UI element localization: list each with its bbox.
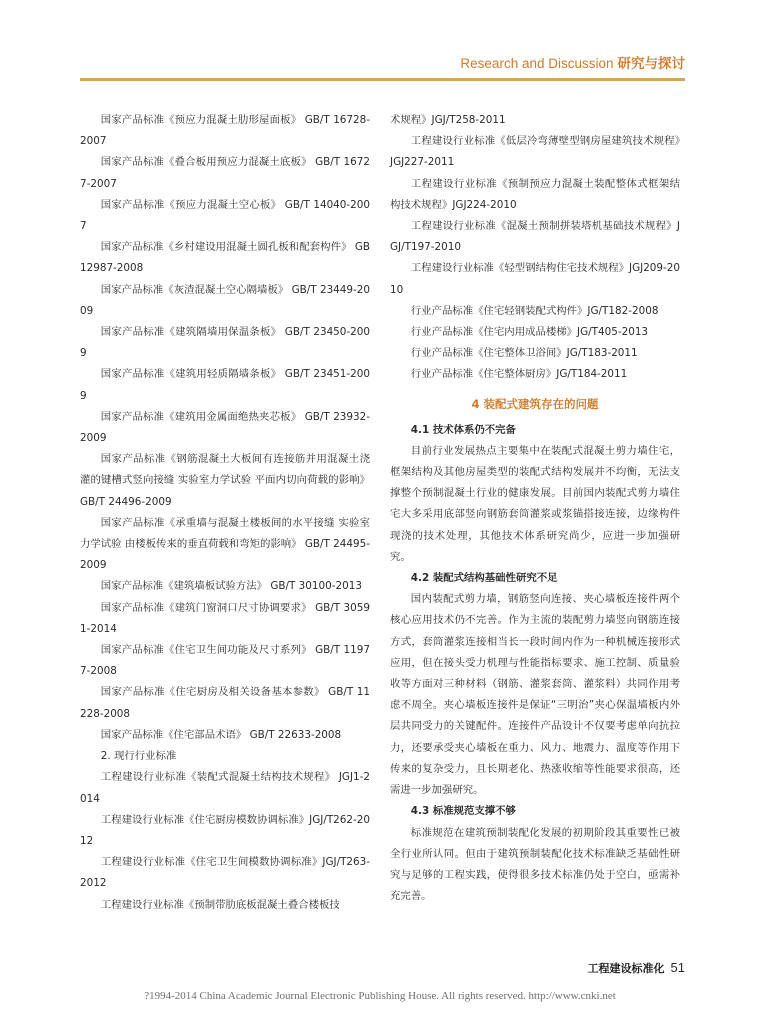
standard-entry: 国家产品标准《预应力混凝土空心板》 GB/T 14040-2007 [80,198,370,233]
subsection-heading: 4.3 标准规范支撑不够 [410,805,516,818]
standard-entry: 国家产品标准《建筑用金属面绝热夹芯板》 GB/T 23932-2009 [80,410,370,445]
page-footer [560,960,685,980]
right-column [390,110,680,907]
standard-entry: 行业产品标准《住宅整体卫浴间》JG/T183-2011 [410,347,638,360]
standard-entry: 工程建设行业标准《轻型钢结构住宅技术规程》JGJ209-2010 [390,262,680,296]
standard-entry: 国家产品标准《灰渣混凝土空心隔墙板》 GB/T 23449-2009 [80,283,370,317]
body-paragraph: 目前行业发展热点主要集中在装配式混凝土剪力墙住宅，框架结构及其他房屋类型的装配式结构发展并不均衡，无法支撑整个预制混凝土行业的健康发展。目前国内装配式剪力墙住宅大多采用底部竖向钢筋套筒灌浆或浆锚搭接连接，边缘构件现浇的技术处理，其他技术体系研究尚少，应进一步加强研究。 [390,444,680,563]
standard-entry: 国家产品标准《住宅厨房及相关设备基本参数》 GB/T 11228-2008 [80,686,370,720]
header-english: Research and Discussion [460,56,614,71]
standard-entry: 工程建设行业标准《预制带肋底板混凝土叠合楼板技 [100,898,340,911]
standard-entry: 国家产品标准《叠合板用预应力混凝土底板》 GB/T 16727-2007 [80,156,370,190]
standard-entry: 工程建设行业标准《住宅厨房模数协调标准》JGJ/T262-2012 [80,813,370,847]
section-heading: 4 装配式建筑存在的问题 [471,396,599,411]
header-chinese: 研究与探讨 [617,56,685,72]
standard-entry: 行业产品标准《住宅轻钢装配式构件》JG/T182-2008 [410,304,659,317]
standard-entry: 国家产品标准《建筑墙板试验方法》 GB/T 30100-2013 [100,580,362,593]
body-paragraph: 国内装配式剪力墙，钢筋竖向连接、夹心墙板连接件两个核心应用技术仍不完善。作为主流的装配剪力墙竖向钢筋连接方式，套筒灌浆连接相当长一段时间内作为一种机械连接形式应用，但在接头受力机理与性能指标要求、施工控制、质量验收等方面对三种材料（钢筋、灌浆套筒、灌浆料）共同作用考虑不周全。夹心墙板连接件是保证“三明治”夹心保温墙板内外层共同受力的关键配件。连接件产品设计不仅要考虑单向抗拉力，还要承受夹心墙板在重力、风力、地震力、温度等作用下传来的复杂受力，且长期老化、热涨收缩等性能要求很高，还需进一步加强研究。 [390,593,680,797]
standard-entry: 国家产品标准《建筑隔墙用保温条板》 GB/T 23450-2009 [80,326,370,360]
standard-entry: 工程建设行业标准《低层冷弯薄壁型钢房屋建筑技术规程》JGJ227-2011 [390,135,680,169]
body-paragraph: 标准规范在建筑预制装配化发展的初期阶段其重要性已被全行业所认同。但由于建筑预制装配化技术标准缺乏基础性研究与足够的工程实践，使得很多技术标准仍处于空白，亟需补充完善。 [390,826,680,903]
standard-entry: 行业产品标准《住宅内用成品楼梯》JG/T405-2013 [410,326,649,339]
standard-entry: 国家产品标准《建筑用轻质隔墙条板》 GB/T 23451-2009 [80,368,370,402]
standard-entry: 国家产品标准《住宅卫生间功能及尺寸系列》 GB/T 11977-2008 [80,644,370,678]
standard-entry: 国家产品标准《住宅部品术语》 GB/T 22633-2008 [100,728,342,741]
subsection-heading: 4.2 装配式结构基础性研究不足 [410,572,558,585]
journal-name: 工程建设标准化 [587,962,665,975]
running-header [400,52,685,74]
standard-entry: 工程建设行业标准《预制预应力混凝土装配整体式框架结构技术规程》JGJ224-2010 [390,177,680,211]
page-number: 51 [670,960,685,975]
standard-entry: 国家产品标准《钢筋混凝土大板间有连接筋并用混凝土浇灌的键槽式竖向接缝 实验室力学试验 平面内切向荷载的影响》 GB/T 24496-2009 [80,453,370,508]
list-heading: 2. 现行行业标准 [100,750,177,763]
subsection-heading: 4.1 技术体系仍不完备 [410,423,516,436]
standard-entry: 国家产品标准《预应力混凝土肋形屋面板》 GB/T 16728-2007 [80,114,370,148]
standard-entry: 工程建设行业标准《住宅卫生间模数协调标准》JGJ/T263-2012 [80,856,370,890]
standard-entry: 国家产品标准《承重墙与混凝土楼板间的水平接缝 实验室力学试验 由楼板传来的垂直荷载和弯矩的影响》 GB/T 24495-2009 [80,516,370,572]
left-column [80,110,370,916]
standard-entry: 行业产品标准《住宅整体厨房》JG/T184-2011 [410,368,628,381]
header-rule [80,78,685,81]
standard-entry: 国家产品标准《建筑门窗洞口尺寸协调要求》 GB/T 30591-2014 [80,601,370,635]
standard-entry: 工程建设行业标准《装配式混凝土结构技术规程》 JGJ1-2014 [80,771,370,805]
copyright-notice: ?1994-2014 China Academic Journal Electronic Publishing House. All rights reserved. http://www.cnki.net [144,990,616,1002]
standard-entry: 国家产品标准《乡村建设用混凝土圆孔板和配套构件》 GB 12987-2008 [80,241,370,275]
standard-entry: 工程建设行业标准《混凝土预制拼装塔机基础技术规程》JGJ/T197-2010 [390,220,680,254]
standard-entry-continued: 术规程》JGJ/T258-2011 [390,114,506,126]
